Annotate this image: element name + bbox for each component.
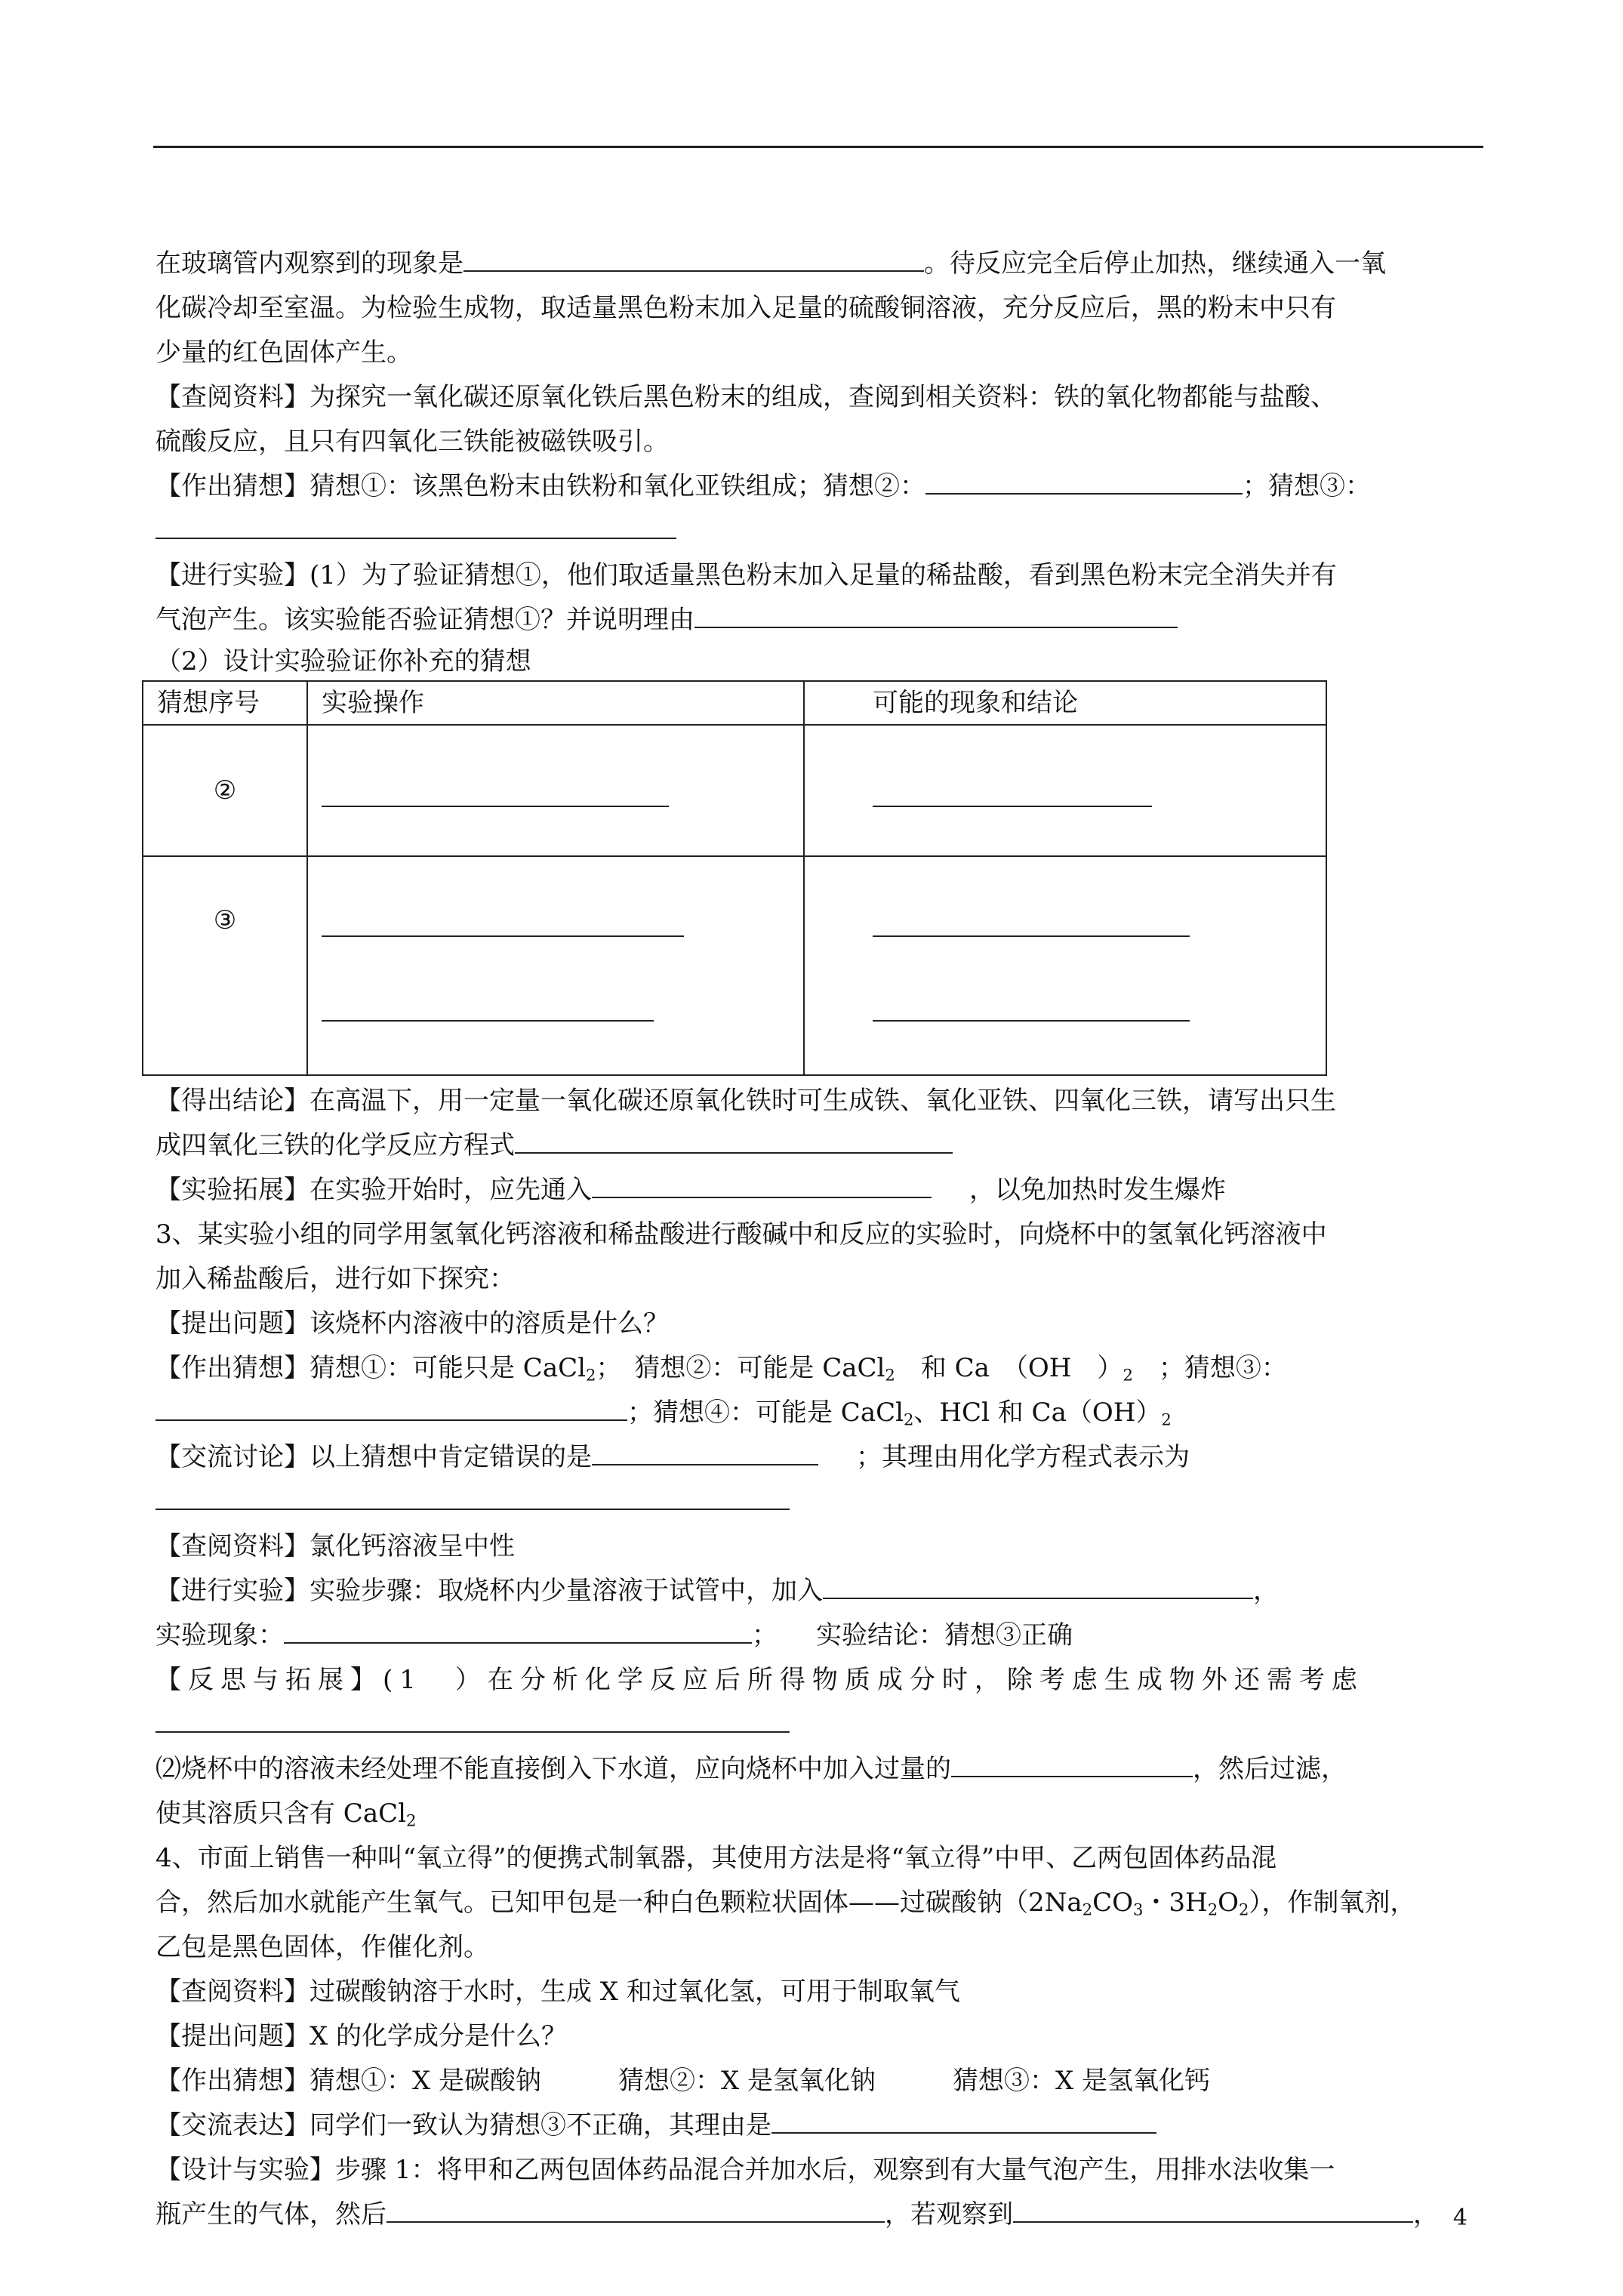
paragraph — [156, 2103, 1480, 2148]
answer-blank[interactable] — [771, 2106, 1156, 2134]
header-rule — [153, 146, 1483, 148]
table-header-row — [143, 681, 1326, 725]
text: 在玻璃管内观察到的现象是 — [156, 248, 463, 279]
paragraph: 【查阅资料】过碳酸钠溶于水时，生成 X 和过氧化氢，可用于制取氧气 — [156, 1977, 960, 2007]
text: 【交流讨论】以上猜想中肯定错误的是 — [156, 1442, 592, 1472]
subscript: 2 — [1161, 1410, 1172, 1429]
paragraph — [156, 1792, 1480, 1836]
paragraph — [156, 1881, 1480, 1925]
text: 【交流表达】同学们一致认为猜想③不正确，其理由是 — [156, 2110, 771, 2140]
text: ），作制氧剂， — [1249, 1888, 1416, 1918]
paragraph: 【查阅资料】为探究一氧化碳还原氧化铁后黑色粉末的组成，查阅到相关资料：铁的氧化物都能与盐酸、 — [156, 382, 1336, 412]
experiment-table — [142, 680, 1327, 1076]
text: ⑵烧杯中的溶液未经处理不能直接倒入下水道，应向烧杯中加入过量的 — [156, 1754, 951, 1784]
text: ， — [1253, 1576, 1279, 1606]
table-row — [143, 856, 1326, 1075]
text: ・3H — [1143, 1888, 1208, 1918]
paragraph: 化碳冷却至室温。为检验生成物，取适量黑色粉末加入足量的硫酸铜溶液，充分反应后，黑的粉末中只有 — [156, 293, 1336, 323]
paragraph: 乙包是黑色固体，作催化剂。 — [156, 1932, 489, 1962]
text: ； 猜想②：可能是 CaCl — [596, 1353, 885, 1383]
paragraph: 【得出结论】在高温下，用一定量一氧化碳还原氧化铁时可生成铁、氧化亚铁、四氧化三铁，请写出只生 — [156, 1086, 1336, 1116]
text: ，然后过滤， — [1193, 1754, 1347, 1784]
paragraph — [156, 1703, 1480, 1747]
answer-blank[interactable] — [322, 1020, 654, 1022]
text: 和 Ca （OH ） — [895, 1353, 1123, 1383]
answer-blank[interactable] — [156, 1394, 627, 1421]
paragraph — [156, 1391, 1480, 1435]
answer-blank[interactable] — [951, 1750, 1193, 1777]
paragraph — [156, 598, 1480, 643]
text: 使其溶质只含有 CaCl — [156, 1798, 406, 1829]
text: 【作出猜想】猜想①：可能只是 CaCl — [156, 1353, 586, 1383]
paragraph — [156, 464, 1480, 509]
paragraph: 少量的红色固体产生。 — [156, 337, 412, 368]
table-header: 可能的现象和结论 — [804, 681, 1326, 725]
answer-blank[interactable] — [823, 1572, 1253, 1599]
answer-blank[interactable] — [322, 806, 669, 807]
text: 【实验拓展】在实验开始时，应先通入 — [156, 1175, 592, 1205]
paragraph: 【反思与拓展】(1 ）在分析化学反应后所得物质成分时，除考虑生成物外还需考虑 — [156, 1665, 1364, 1695]
subscript: 2 — [885, 1365, 895, 1385]
paragraph — [156, 2193, 1480, 2237]
table-cell-operation — [307, 725, 804, 856]
subscript: 2 — [1082, 1900, 1093, 1919]
text: 【进行实验】实验步骤：取烧杯内少量溶液于试管中，加入 — [156, 1576, 823, 1606]
text: ；猜想③： — [1132, 1353, 1287, 1383]
text: 气泡产生。该实验能否验证猜想①？并说明理由 — [156, 605, 694, 635]
paragraph: 【作出猜想】猜想①：X 是碳酸钠 猜想②：X 是氢氧化钠 猜想③：X 是氢氧化钙 — [156, 2066, 1211, 2096]
text: ；其理由用化学方程式表示为 — [856, 1442, 1190, 1472]
page-number: 4 — [1452, 2205, 1467, 2231]
subscript: 2 — [1207, 1900, 1218, 1919]
answer-blank[interactable] — [156, 512, 676, 539]
paragraph — [156, 1747, 1480, 1792]
table-cell-operation — [307, 856, 804, 1075]
text: 合，然后加水就能产生氧气。已知甲包是一种白色颗粒状固体——过碳酸钠（2Na — [156, 1888, 1083, 1918]
table-cell-result — [804, 725, 1326, 856]
paragraph — [156, 1613, 1480, 1658]
answer-blank[interactable] — [463, 245, 924, 272]
text: 成四氧化三铁的化学反应方程式 — [156, 1130, 515, 1160]
paragraph: （2）设计实验验证你补充的猜想 — [156, 646, 531, 676]
paragraph — [156, 1480, 1480, 1524]
paragraph — [156, 1346, 1480, 1391]
paragraph: 【提出问题】该烧杯内溶液中的溶质是什么？ — [156, 1308, 669, 1339]
text: O — [1218, 1888, 1239, 1918]
answer-blank[interactable] — [592, 1438, 818, 1465]
worksheet-content — [156, 242, 1480, 2237]
answer-blank[interactable] — [284, 1616, 752, 1644]
text: 、HCl 和 Ca（OH） — [913, 1398, 1162, 1428]
answer-blank[interactable] — [592, 1171, 932, 1198]
text: 。待反应完全后停止加热，继续通入一氧 — [924, 248, 1386, 279]
answer-blank[interactable] — [873, 1020, 1190, 1022]
paragraph — [156, 1123, 1480, 1168]
text: ； 实验结论：猜想③正确 — [752, 1620, 1073, 1650]
text: ；猜想④：可能是 CaCl — [627, 1398, 904, 1428]
subscript: 2 — [1123, 1365, 1133, 1385]
text: 【作出猜想】猜想①：该黑色粉末由铁粉和氧化亚铁组成；猜想②： — [156, 471, 925, 501]
paragraph: 【进行实验】(1）为了验证猜想①，他们取适量黑色粉末加入足量的稀盐酸，看到黑色粉末完全消失并有 — [156, 560, 1337, 590]
subscript: 2 — [1238, 1900, 1249, 1919]
subscript: 2 — [405, 1811, 417, 1830]
text: CO — [1092, 1888, 1133, 1918]
paragraph: 加入稀盐酸后，进行如下探究： — [156, 1264, 515, 1294]
table-row — [143, 725, 1326, 856]
paragraph: 硫酸反应，且只有四氧化三铁能被磁铁吸引。 — [156, 427, 669, 457]
text: ， — [1413, 2199, 1439, 2230]
subscript: 3 — [1132, 1900, 1144, 1919]
subscript: 2 — [903, 1410, 914, 1429]
text: 瓶产生的气体，然后 — [156, 2199, 387, 2230]
answer-blank[interactable] — [156, 1706, 790, 1733]
answer-blank[interactable] — [515, 1126, 953, 1154]
table-header: 猜想序号 — [143, 681, 307, 725]
paragraph — [156, 509, 1480, 553]
answer-blank[interactable] — [873, 806, 1152, 807]
answer-blank[interactable] — [1013, 2196, 1413, 2223]
table-cell-result — [804, 856, 1326, 1075]
table-cell-index: ③ — [143, 856, 307, 1075]
paragraph — [156, 1435, 1480, 1480]
text: ；猜想③： — [1243, 471, 1371, 501]
answer-blank[interactable] — [156, 1483, 790, 1510]
text: 实验现象： — [156, 1620, 284, 1650]
paragraph — [156, 242, 1480, 286]
table-header: 实验操作 — [307, 681, 804, 725]
answer-blank[interactable] — [694, 601, 1178, 628]
text: ，以免加热时发生爆炸 — [969, 1175, 1226, 1205]
paragraph: 【设计与实验】步骤 1：将甲和乙两包固体药品混合并加水后，观察到有大量气泡产生，用排水法收集一 — [156, 2155, 1335, 2185]
paragraph — [156, 1168, 1480, 1213]
paragraph: 3、某实验小组的同学用氢氧化钙溶液和稀盐酸进行酸碱中和反应的实验时，向烧杯中的氢氧化钙溶液中 — [156, 1219, 1327, 1250]
subscript: 2 — [585, 1365, 596, 1385]
paragraph: 【查阅资料】氯化钙溶液呈中性 — [156, 1531, 515, 1561]
answer-blank[interactable] — [387, 2196, 885, 2223]
answer-blank[interactable] — [925, 467, 1243, 495]
paragraph: 【提出问题】X 的化学成分是什么？ — [156, 2021, 568, 2051]
paragraph: 4、市面上销售一种叫“氧立得”的便携式制氧器，其使用方法是将“氧立得”中甲、乙两包固体药品混 — [156, 1843, 1277, 1873]
text: ，若观察到 — [885, 2199, 1013, 2230]
table-cell-index: ② — [143, 725, 307, 856]
paragraph — [156, 1569, 1480, 1613]
